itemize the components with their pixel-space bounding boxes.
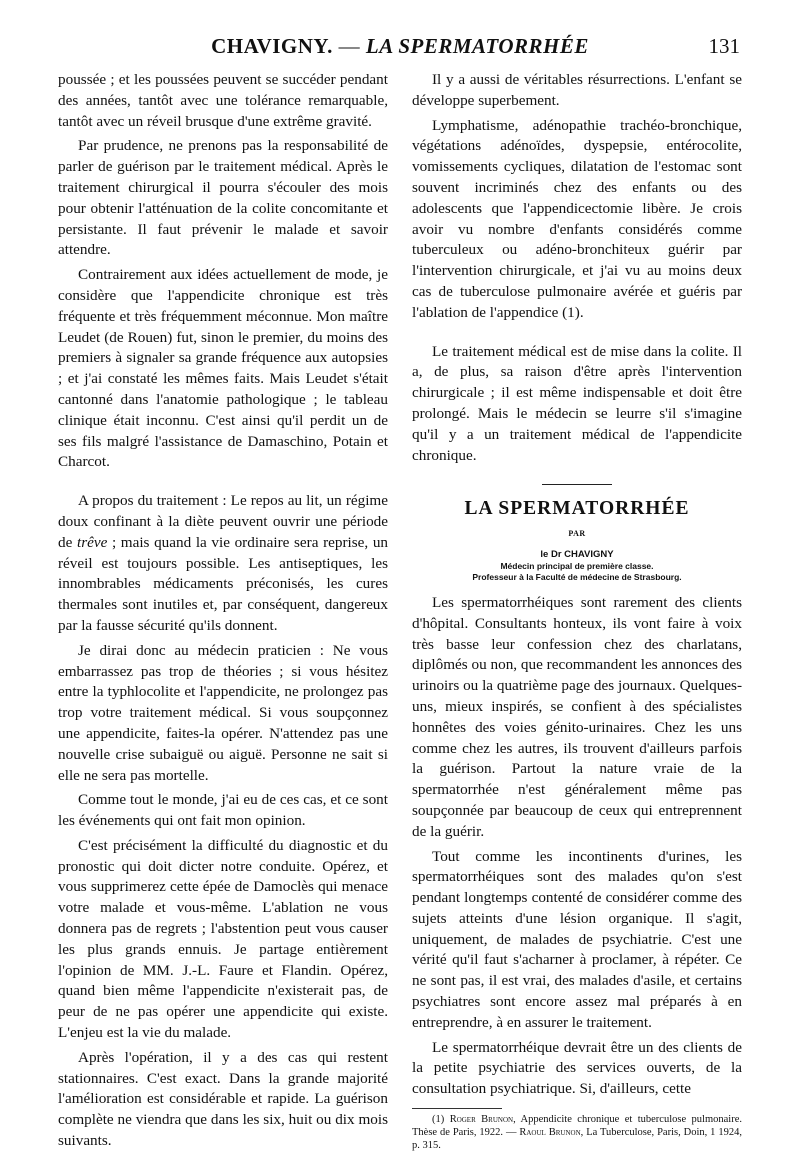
paragraph: Lymphatisme, adénopathie trachéo-bronchique, végétations adénoïdes, dyspepsie, entérocolite, vomissements cycliques, dilatation de l'estomac sont souvent incriminés chez des enfants ou des adolescents que l'appendicectomie libère. Je crois avoir vu nombre d'enfants considérés comme tuberculeux ou adéno-bronchiteux guérir par l'intervention chirurgicale, et j'ai vu au moins deux cas de tuberculose pulmonaire avérée et guéris par l'ablation de l'appendice (1). [412,116,742,321]
paragraph [58,491,388,637]
by-label: PAR [568,529,586,539]
affiliation-line: Professeur à la Faculté de médecine de Strasbourg. [472,571,682,582]
paragraph: Les spermatorrhéiques sont rarement des clients d'hôpital. Consultants honteux, ils vont faire à voix très basse leur confession chez des charlatans, diplômés ou non, que recommandent les annonces des urinoirs ou la quatrième page des journaux. Quelques-uns, mieux inspirés, se confient à des spécialistes honnêtes des voies génito-urinaires. Chez les uns comme chez les autres, ils trouvent d'ailleurs parfois la guérison. Partout la nature vraie de la spermatorrhée n'est généralement même pas soupçonnée par beaucoup de ceux qui entreprennent de la guérir. [412,593,742,840]
affiliation-line: Médecin principal de première classe. [500,560,654,571]
header-author: CHAVIGNY. [211,34,333,58]
paragraph: poussée ; et les poussées peuvent se succéder pendant des années, tantôt avec une tolérance remarquable, tantôt avec un réveil brusque d'une extrême gravité. [58,71,388,130]
emphasis: trêve [76,533,108,551]
paragraph: Après l'opération, il y a des cas qui restent stationnaires. C'est exact. Dans la grande majorité l'amélioration est considérable et rapide. La guérison complète ne viendra que dans les six, huit ou dix mois suivants. [58,1048,388,1150]
paragraph: C'est précisément la difficulté du diagnostic et du pronostic qui doit dicter notre conduite. Opérez, et vous supprimerez cette épée de Damoclès qui menace votre malade et vous-même. L'ablation ne vous donnera pas de regrets ; l'abstention peut vous causer les plus grands ennuis. Je partage entièrement l'opinion de MM. J.-L. Faure et Flandin. Opérez, quand bien même l'appendicite n'existerait pas, de peur de ne pas opérer une appendicite qui existe. L'enjeu est la vie du malade. [58,836,388,1042]
footnote-divider [412,1108,502,1109]
article-title: LA SPERMATORRHÉE [464,498,690,520]
footnote-number: (1) [432,1114,450,1126]
paragraph: Contrairement aux idées actuellement de mode, je considère que l'appendicite chronique est très fréquente et très fréquemment méconnue. Mon maître Leudet (de Rouen) fut, sinon le premier, du moins des premiers à signaler sa grande fréquence aux autopsies ; et j'ai constaté les mêmes faits. Mais Leudet s'était cantonné dans l'anatomie pathologique ; le tableau clinique était inconnu. C'est ainsi qu'il perdit un de ses fils malgré l'assistance de Damaschino, Potain et Charcot. [58,266,388,471]
page-number: 131 [708,34,740,58]
paragraph: Je dirai donc au médecin praticien : Ne vous embarrassez pas trop de théories ; si vous hésitez entre la typhlocolite et l'appendicite, ne prolongez pas trop votre traitement médical. Si vous soupçonnez une appendicite, faites-la opérer. N'attendez pas une nouvelle crise subaiguë ou aiguë. Personne ne sait si elle ne sera pas mortelle. [58,641,388,784]
paragraph: Par prudence, ne prenons pas la responsabilité de parler de guérison par le traitement médical. Après le traitement chirurgical il pourra s'écouler des mois pour obtenir l'atténuation de la colite concomitante et persistante. Il faut prévenir le malade et savoir attendre. [58,137,388,259]
running-title [60,34,740,59]
text-run: A propos du traitement : Le repos au lit, un régime doux confinant à la diète peuvent ouvrir une période de [58,492,388,551]
section-divider [542,484,612,485]
text-run: ; mais quand la vie ordinaire sera reprise, un réveil est toujours possible. Les antiseptiques, les innombrables médicaments préconisés, les cures thermales sont inutiles et, par conséquent, dangereux par la fausse sécurité qu'ils donnent. [58,533,389,634]
paragraph: Il y a aussi de véritables résurrections. L'enfant se développe superbement. [412,71,742,109]
footnote-author: Raoul Brunon [519,1127,581,1139]
header-separator: — [332,34,366,58]
paragraph: Le traitement médical est de mise dans la colite. Il a, de plus, sa raison d'être après l'intervention chirurgicale ; il est même indispensable et doit être prolongé. Mais le médecin se leurre s'il s'imagine qu'il y a un traitement médical de l'appendicite chronique. [412,342,742,464]
paragraph: Le spermatorrhéique devrait être un des clients de la petite psychiatrie des services ouverts, de la consultation psychiatrique. Si, d'ailleurs, cette [412,1038,742,1098]
running-header [60,34,740,64]
footnote [412,1113,742,1152]
footnote-text: , La Tuberculose, Paris, Doin, 1 1924, p. 315. [412,1127,742,1152]
footnote-author: Roger Brunon [449,1114,514,1126]
header-title: LA SPERMATORRHÉE [365,34,589,58]
paragraph: Comme tout le monde, j'ai eu de ces cas, et ce sont les événements qui ont fait mon opinion. [58,791,388,830]
footnote-text: , Appendicite chronique et tuberculose pulmonaire. Thèse de Paris, 1922. — [412,1114,742,1139]
right-column [412,70,742,1156]
affiliation [412,561,742,583]
left-column [58,70,388,1156]
paragraph: Tout comme les incontinents d'urines, les spermatorrhéiques sont des malades qu'on s'est pendant longtemps contenté de considérer comme des sujets atteints d'une lésion organique. Il s'agit, uniquement, de malades de psychiatrie. C'est une vérité qu'il faut s'acharner à proclamer, à répéter. Ce ne sont pas, il est vrai, des malades d'asile, et certains psychiatres sont encore assez mal préparés à en entreprendre, à en assurer le traitement. [412,847,742,1031]
byline: le Dr CHAVIGNY [540,548,614,560]
